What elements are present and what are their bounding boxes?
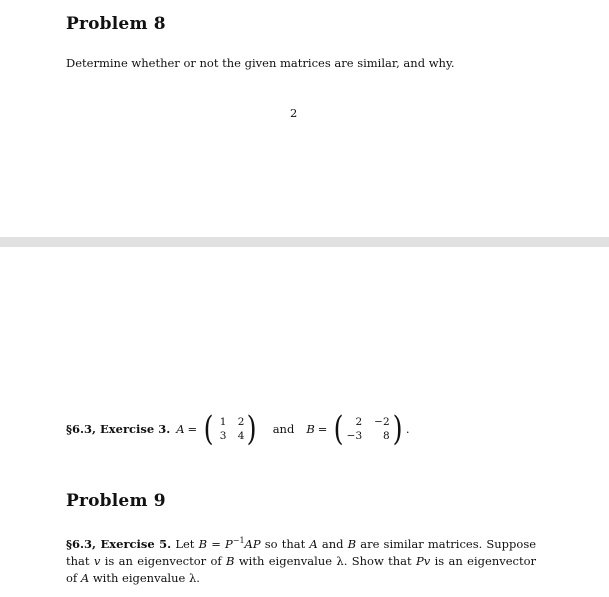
matrix-b-cell: 2: [355, 416, 363, 428]
problem-8-instruction: Determine whether or not the given matrices are similar, and why.: [66, 56, 455, 70]
matrix-a-cell: 1: [219, 416, 227, 428]
problem-9-heading: Problem 9: [66, 491, 166, 511]
and-word: and: [272, 422, 295, 436]
matrix-a-cell: 2: [237, 416, 245, 428]
matrix-a-cell: 3: [219, 430, 227, 442]
exercise-3-label: §6.3, Exercise 3.: [66, 422, 171, 436]
problem-9-text: §6.3, Exercise 5. Let $B = P^{-1}AP$ so that A and B are similar matrices. Suppose that v is an eigenvector of B with eigenvalue λ. Show that Pv is an eigenvector of A with eigenvalue λ.: [66, 536, 537, 585]
problem-8-heading: Problem 8: [66, 14, 166, 34]
exercise-3-line: [66, 409, 410, 449]
matrix-b-cell: −3: [346, 430, 363, 442]
matrix-b-name: B: [306, 422, 315, 436]
page-number: 2: [290, 106, 298, 120]
matrix-b-cell: 8: [382, 430, 390, 442]
equals-sign: =: [317, 422, 328, 436]
matrix-b: ( 2 −2 −3 8 ): [334, 409, 403, 449]
equals-sign: =: [187, 422, 198, 436]
page-top: [0, 0, 609, 237]
matrix-a-cell: 4: [237, 430, 245, 442]
matrix-a: ( 1 2 3 4 ): [203, 409, 258, 449]
matrix-a-name: A: [176, 422, 185, 436]
page-separator: [0, 237, 609, 247]
matrix-b-cell: −2: [374, 416, 390, 428]
period: .: [405, 422, 410, 436]
